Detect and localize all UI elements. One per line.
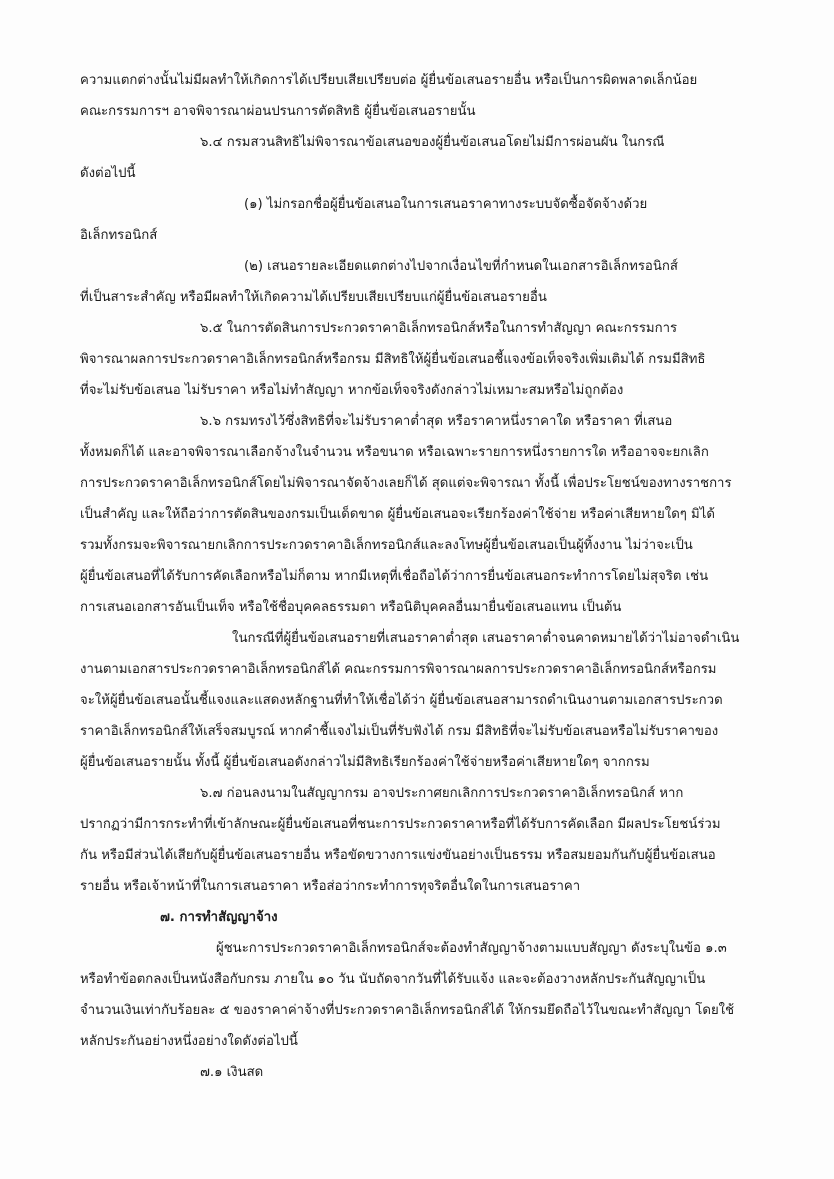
paragraph-line: ผู้ยื่นข้อเสนอที่ได้รับการคัดเลือกหรือไม่ก็ตาม หากมีเหตุที่เชื่อถือได้ว่าการยื่นข้อเสนอกระทำการโดยไม่สุจริต เช่น — [80, 569, 709, 584]
list-item-1: (๑) ไม่กรอกชื่อผู้ยื่นข้อเสนอในการเสนอราคาทางระบบจัดซื้อจัดจ้างด้วย — [244, 197, 648, 212]
paragraph-line: ราคาอิเล็กทรอนิกส์ให้เสร็จสมบูรณ์ หากคำชี้แจงไม่เป็นที่รับฟังได้ กรม มีสิทธิที่จะไม่รับข้อเสนอหรือไม่รับราคาของ — [80, 724, 719, 739]
paragraph-line: พิจารณาผลการประกวดราคาอิเล็กทรอนิกส์หรือกรม มีสิทธิให้ผู้ยื่นข้อเสนอชี้แจงข้อเท็จจริงเพิ่มเติมได้ กรมมีสิทธิ — [80, 352, 706, 367]
section-heading-6-4: ๖.๔ กรมสวนสิทธิไม่พิจารณาข้อเสนอของผู้ยื่นข้อเสนอโดยไม่มีการผ่อนผัน ในกรณี — [200, 135, 665, 150]
paragraph-line: รายอื่น หรือเจ้าหน้าที่ในการเสนอราคา หรือส่อว่ากระทำการทุจริตอื่นใดในการเสนอราคา — [80, 879, 581, 894]
paragraph-line: จำนวนเงินเท่ากับร้อยละ ๕ ของราคาค่าจ้างที่ประกวดราคาอิเล็กทรอนิกส์ได้ ให้กรมยึดถือไว้ในขณะทำสัญญา โดยใช้ — [80, 1003, 735, 1018]
paragraph-line: งานตามเอกสารประกวดราคาอิเล็กทรอนิกส์ได้ คณะกรรมการพิจารณาผลการประกวดราคาอิเล็กทรอนิกส์หรือกรม — [80, 662, 717, 677]
paragraph-line: กัน หรือมีส่วนได้เสียกับผู้ยื่นข้อเสนอรายอื่น หรือขัดขวางการแข่งขันอย่างเป็นธรรม หรือสมยอมกันกับผู้ยื่นข้อเสนอ — [80, 848, 716, 863]
paragraph-line: จะให้ผู้ยื่นข้อเสนอนั้นชี้แจงและแสดงหลักฐานที่ทำให้เชื่อได้ว่า ผู้ยื่นข้อเสนอสามารถดำเนินงานตามเอกสารประกวด — [80, 693, 723, 708]
paragraph-line: ในกรณีที่ผู้ยื่นข้อเสนอรายที่เสนอราคาต่ำสุด เสนอราคาต่ำจนคาดหมายได้ว่าไม่อาจดำเนิน — [232, 631, 740, 646]
paragraph-line: ทั้งหมดก็ได้ และอาจพิจารณาเลือกจ้างในจำนวน หรือขนาด หรือเฉพาะรายการหนึ่งรายการใด หรืออาจจะยกเลิก — [80, 445, 709, 460]
paragraph-line: ผู้ยื่นข้อเสนอรายนั้น ทั้งนี้ ผู้ยื่นข้อเสนอดังกล่าวไม่มีสิทธิเรียกร้องค่าใช้จ่ายหรือค่าเสียหายใดๆ จากกรม — [80, 755, 650, 770]
paragraph-line: ปรากฏว่ามีการกระทำที่เข้าลักษณะผู้ยื่นข้อเสนอที่ชนะการประกวดราคาหรือที่ได้รับการคัดเลือก มีผลประโยชน์ร่วม — [80, 817, 721, 832]
paragraph-line: ที่จะไม่รับข้อเสนอ ไม่รับราคา หรือไม่ทำสัญญา หากข้อเท็จจริงดังกล่าวไม่เหมาะสมหรือไม่ถูกต้อง — [80, 383, 624, 398]
section-heading-6-6: ๖.๖ กรมทรงไว้ซึ่งสิทธิที่จะไม่รับราคาต่ำสุด หรือราคาหนึ่งราคาใด หรือราคา ที่เสนอ — [200, 414, 673, 429]
section-heading-6-5: ๖.๕ ในการตัดสินการประกวดราคาอิเล็กทรอนิกส์หรือในการทำสัญญา คณะกรรมการ — [200, 321, 678, 336]
section-heading-6-7: ๖.๗ ก่อนลงนามในสัญญากรม อาจประกาศยกเลิกการประกวดราคาอิเล็กทรอนิกส์ หาก — [200, 786, 684, 801]
paragraph-line: หรือทำข้อตกลงเป็นหนังสือกับกรม ภายใน ๑๐ วัน นับถัดจากวันที่ได้รับแจ้ง และจะต้องวางหลักประกันสัญญาเป็น — [80, 972, 706, 987]
paragraph-line: เป็นสำคัญ และให้ถือว่าการตัดสินของกรมเป็นเด็ดขาด ผู้ยื่นข้อเสนอจะเรียกร้องค่าใช้จ่าย หรือค่าเสียหายใดๆ มิได้ — [80, 507, 715, 522]
paragraph-line: คณะกรรมการฯ อาจพิจารณาผ่อนปรนการตัดสิทธิ ผู้ยื่นข้อเสนอรายนั้น — [80, 104, 476, 119]
section-heading-7: ๗. การทำสัญญาจ้าง — [160, 910, 278, 925]
paragraph-line: การประกวดราคาอิเล็กทรอนิกส์โดยไม่พิจารณาจัดจ้างเลยก็ได้ สุดแต่จะพิจารณา ทั้งนี้ เพื่อประโยชน์ของทางราชการ — [80, 476, 732, 491]
paragraph-line: ที่เป็นสาระสำคัญ หรือมีผลทำให้เกิดความได้เปรียบเสียเปรียบแก่ผู้ยื่นข้อเสนอรายอื่น — [80, 290, 547, 305]
paragraph-line: การเสนอเอกสารอันเป็นเท็จ หรือใช้ชื่อบุคคลธรรมดา หรือนิติบุคคลอื่นมายื่นข้อเสนอแทน เป็นต้น — [80, 600, 622, 615]
section-heading-7-1: ๗.๑ เงินสด — [200, 1065, 264, 1080]
paragraph-line: ดังต่อไปนี้ — [80, 166, 136, 181]
paragraph-line: ผู้ชนะการประกวดราคาอิเล็กทรอนิกส์จะต้องทำสัญญาจ้างตามแบบสัญญา ดังระบุในข้อ ๑.๓ — [216, 941, 727, 956]
list-item-2: (๒) เสนอรายละเอียดแตกต่างไปจากเงื่อนไขที่กำหนดในเอกสารอิเล็กทรอนิกส์ — [244, 259, 678, 274]
paragraph-line: อิเล็กทรอนิกส์ — [80, 228, 158, 243]
paragraph-line: หลักประกันอย่างหนึ่งอย่างใดดังต่อไปนี้ — [80, 1034, 298, 1049]
paragraph-line: รวมทั้งกรมจะพิจารณายกเลิกการประกวดราคาอิเล็กทรอนิกส์และลงโทษผู้ยื่นข้อเสนอเป็นผู้ทิ้งงาน ไม่ว่าจะเป็น — [80, 538, 693, 553]
paragraph-line: ความแตกต่างนั้นไม่มีผลทำให้เกิดการได้เปรียบเสียเปรียบต่อ ผู้ยื่นข้อเสนอรายอื่น หรือเป็นการผิดพลาดเล็กน้อย — [80, 73, 698, 88]
